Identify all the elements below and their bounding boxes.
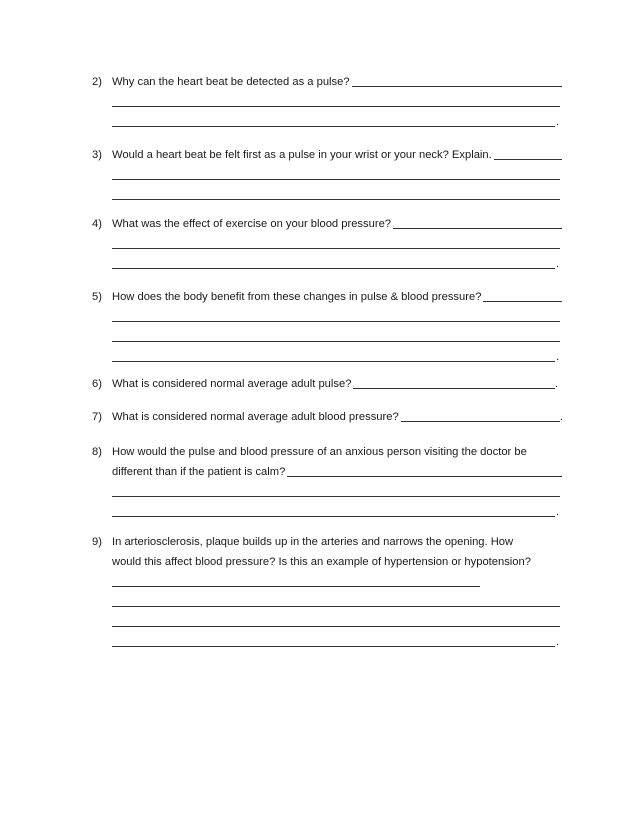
answer-line[interactable] [112, 267, 555, 269]
question-number: 7) [92, 411, 102, 423]
answer-blank[interactable] [353, 387, 554, 389]
answer-blank[interactable] [401, 420, 560, 422]
answer-blank[interactable] [352, 85, 562, 87]
question-text: What is considered normal average adult blood pressure? [112, 411, 399, 423]
answer-blank[interactable] [287, 475, 562, 477]
answer-blank[interactable] [483, 300, 562, 302]
period-mark: . [554, 378, 558, 390]
question-text: In arteriosclerosis, plaque builds up in the arteries and narrows the opening. How [112, 536, 514, 548]
answer-line[interactable] [112, 340, 560, 342]
question-number: 6) [92, 378, 102, 390]
question-number: 2) [92, 76, 102, 88]
question-text: What was the effect of exercise on your blood pressure? [112, 218, 392, 230]
answer-line[interactable] [112, 178, 560, 180]
answer-line[interactable] [112, 247, 560, 249]
period-mark: . [556, 258, 560, 270]
period-mark: . [556, 636, 560, 648]
question-text: What is considered normal average adult pulse? [112, 378, 352, 390]
question-number: 9) [92, 536, 102, 548]
answer-line[interactable] [112, 515, 555, 517]
question-text: How does the body benefit from these changes in pulse & blood pressure? [112, 291, 482, 303]
period-mark: . [556, 116, 560, 128]
question-text: different than if the patient is calm? [112, 466, 286, 478]
answer-line[interactable] [112, 605, 560, 607]
answer-line[interactable] [112, 125, 555, 127]
question-text: How would the pulse and blood pressure of an anxious person visiting the doctor be [112, 446, 527, 458]
answer-line[interactable] [112, 198, 560, 200]
question-number: 4) [92, 218, 102, 230]
question-text: Would a heart beat be felt first as a pulse in your wrist or your neck? Explain. [112, 149, 492, 161]
answer-line[interactable] [112, 320, 560, 322]
answer-line[interactable] [112, 495, 560, 497]
question-number: 8) [92, 446, 102, 458]
answer-blank[interactable] [494, 158, 562, 160]
period-mark: . [559, 411, 563, 423]
answer-line[interactable] [112, 360, 555, 362]
period-mark: . [556, 351, 560, 363]
question-text: Why can the heart beat be detected as a pulse? [112, 76, 350, 88]
answer-line[interactable] [112, 585, 480, 587]
answer-line[interactable] [112, 105, 560, 107]
question-number: 5) [92, 291, 102, 303]
question-number: 3) [92, 149, 102, 161]
answer-line[interactable] [112, 625, 560, 627]
answer-blank[interactable] [393, 227, 562, 229]
period-mark: . [556, 506, 560, 518]
question-text: would this affect blood pressure? Is this an example of hypertension or hypotension? [112, 556, 531, 568]
answer-line[interactable] [112, 645, 555, 647]
